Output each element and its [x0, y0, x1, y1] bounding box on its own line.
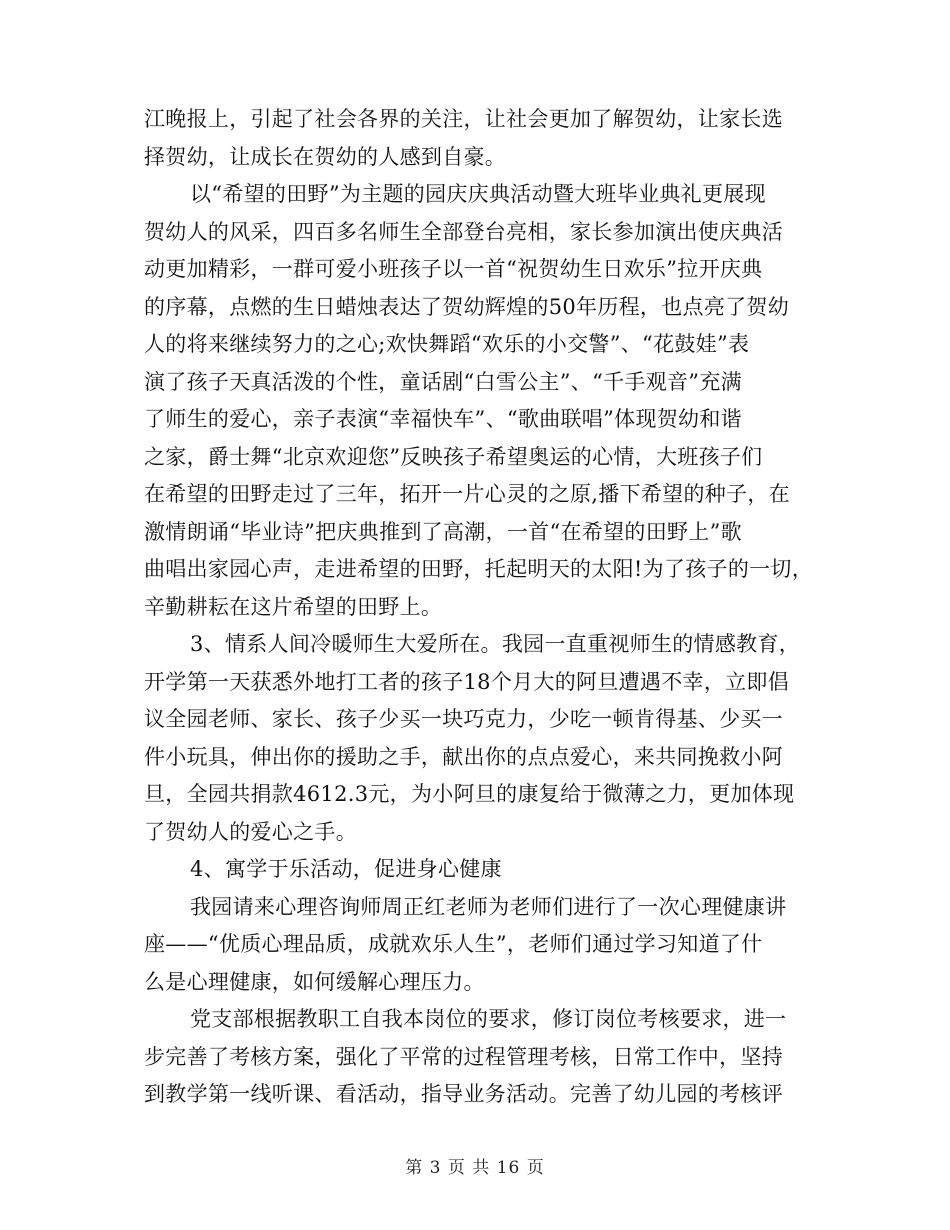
- text-line: 择贺幼，让成长在贺幼的人感到自豪。: [144, 144, 507, 169]
- text-line: 开学第一天获悉外地打工者的孩子18个月大的阿旦遭遇不幸，立即倡: [144, 669, 790, 694]
- page-number-footer: 第 3 页 共 16 页: [405, 1158, 545, 1178]
- text-line: 么是心理健康，如何缓解心理压力。: [144, 969, 485, 994]
- text-line: 了贺幼人的爱心之手。: [144, 819, 357, 844]
- text-line: 到教学第一线听课、看活动，指导业务活动。完善了幼儿园的考核评: [144, 1082, 783, 1106]
- text-line: 4、寓学于乐活动，促进身心健康: [190, 857, 502, 881]
- text-line: 贺幼人的风采，四百多名师生全部登台亮相，家长参加演出使庆典活: [144, 219, 783, 244]
- text-line: 辛勤耕耘在这片希望的田野上。: [144, 594, 443, 619]
- text-line: 演了孩子天真活泼的个性，童话剧“白雪公主”、“千手观音”充满: [144, 369, 742, 394]
- text-line: 以“希望的田野”为主题的园庆庆典活动暨大班毕业典礼更展现: [190, 182, 766, 206]
- text-line: 激情朗诵“毕业诗”把庆典推到了高潮，一首“在希望的田野上”歌: [144, 519, 742, 544]
- text-line: 江晚报上，引起了社会各界的关注，让社会更加了解贺幼，让家长选: [144, 107, 783, 131]
- text-line: 件小玩具，伸出你的援助之手，献出你的点点爱心，来共同挽救小阿: [144, 744, 783, 769]
- text-line: 我园请来心理咨询师周正红老师为老师们进行了一次心理健康讲: [190, 894, 787, 919]
- text-line: 之家，爵士舞“北京欢迎您”反映孩子希望奥运的心情，大班孩子们: [144, 444, 763, 469]
- document-body: [144, 101, 816, 1114]
- text-line: 旦，全园共捐款4612.3元，为小阿旦的康复给于微薄之力，更加体现: [144, 782, 795, 806]
- text-line: 了师生的爱心，亲子表演“幸福快车”、“歌曲联唱”体现贺幼和谐: [144, 407, 742, 431]
- text-line: 议全园老师、家长、孩子少买一块巧克力，少吃一顿肯得基、少买一: [144, 707, 783, 731]
- text-line: 座——“优质心理品质，成就欢乐人生”，老师们通过学习知道了什: [144, 932, 763, 956]
- text-line: 曲唱出家园心声，走进希望的田野，托起明天的太阳!为了孩子的一切，: [144, 557, 814, 581]
- text-line: 党支部根据教职工自我本岗位的要求，修订岗位考核要求，进一: [190, 1007, 787, 1031]
- text-line: 动更加精彩，一群可爱小班孩子以一首“祝贺幼生日欢乐”拉开庆典: [144, 257, 763, 281]
- text-line: 的序幕，点燃的生日蜡烛表达了贺幼辉煌的50年历程，也点亮了贺幼: [144, 294, 790, 319]
- text-line: 在希望的田野走过了三年，拓开一片心灵的之原,播下希望的种子，在: [144, 482, 790, 506]
- text-line: 3、情系人间冷暖师生大爱所在。我园一直重视师生的情感教育，: [190, 632, 801, 656]
- text-line: 步完善了考核方案，强化了平常的过程管理考核，日常工作中，坚持: [144, 1044, 783, 1069]
- text-line: 人的将来继续努力的之心;欢快舞蹈“欢乐的小交警”、“花鼓娃”表: [144, 332, 750, 356]
